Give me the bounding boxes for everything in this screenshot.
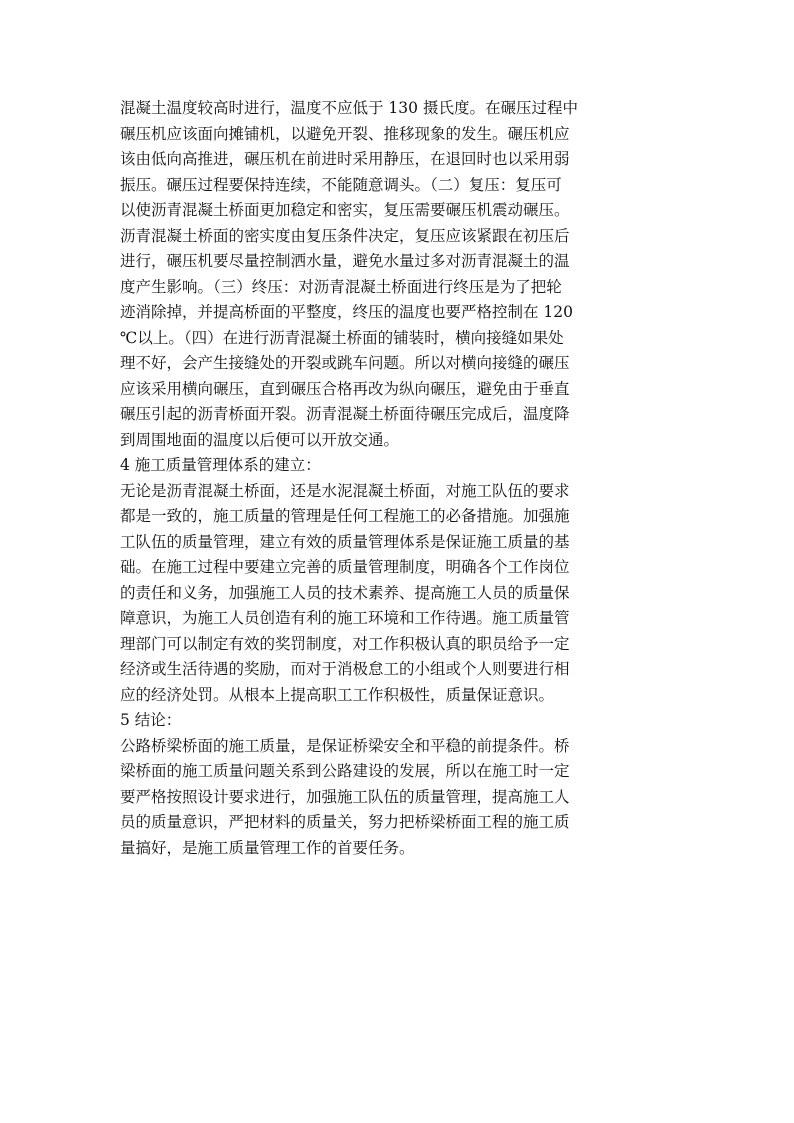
text-line: 该由低向高推进，碾压机在前进时采用静压，在退回时也以采用弱 <box>120 150 570 168</box>
text-line: 理部门可以制定有效的奖罚制度，对工作积极认真的职员给予一定 <box>120 634 570 653</box>
text-line: 梁桥面的施工质量问题关系到公路建设的发展，所以在施工时一定 <box>120 762 570 780</box>
text-line: 沥青混凝土桥面的密实度由复压条件决定，复压应该紧跟在初压后 <box>120 226 570 245</box>
text-line: 碾压引起的沥青桥面开裂。沥青混凝土桥面待碾压完成后，温度降 <box>120 405 570 423</box>
text-line: 到周围地面的温度以后便可以开放交通。 <box>120 430 400 449</box>
text-line: 碾压机应该面向摊铺机，以避免开裂、推移现象的发生。碾压机应 <box>120 124 570 143</box>
body-text <box>120 96 680 861</box>
text-line: 量搞好，是施工质量管理工作的首要任务。 <box>120 838 415 857</box>
text-line: 进行，碾压机要尽量控制洒水量，避免水量过多对沥青混凝土的温 <box>120 252 570 270</box>
text-line: 理不好，会产生接缝处的开裂或跳车问题。所以对横向接缝的碾压 <box>120 354 570 372</box>
text-line: 工队伍的质量管理，建立有效的质量管理体系是保证施工质量的基 <box>120 532 570 551</box>
text-line: 础。在施工过程中要建立完善的质量管理制度，明确各个工作岗位 <box>120 558 570 576</box>
text-line: ℃以上。（四）在进行沥青混凝土桥面的铺装时，横向接缝如果处 <box>120 328 564 347</box>
text-line: 员的质量意识，严把材料的质量关，努力把桥梁桥面工程的施工质 <box>120 813 570 831</box>
text-line: 度产生影响。（三）终压：对沥青混凝土桥面进行终压是为了把轮 <box>120 277 562 296</box>
text-line: 障意识，为施工人员创造有利的施工环境和工作待遇。施工质量管 <box>120 609 570 627</box>
section-heading: 5 结论： <box>120 711 182 729</box>
text-line: 以使沥青混凝土桥面更加稳定和密实，复压需要碾压机震动碾压。 <box>120 201 570 219</box>
text-line: 公路桥梁桥面的施工质量，是保证桥梁安全和平稳的前提条件。桥 <box>120 736 570 755</box>
text-line: 迹消除掉，并提高桥面的平整度，终压的温度也要严格控制在 120 <box>120 303 574 321</box>
text-line: 混凝土温度较高时进行，温度不应低于 130 摄氏度。在碾压过程中 <box>120 99 578 117</box>
text-line: 都是一致的，施工质量的管理是任何工程施工的必备措施。加强施 <box>120 507 570 525</box>
section-heading: 4 施工质量管理体系的建立： <box>120 456 321 474</box>
text-line: 要严格按照设计要求进行，加强施工队伍的质量管理，提高施工人 <box>120 787 570 806</box>
text-line: 无论是沥青混凝土桥面，还是水泥混凝土桥面，对施工队伍的要求 <box>120 481 570 500</box>
text-line: 振压。碾压过程要保持连续，不能随意调头。（二）复压：复压可 <box>120 175 562 194</box>
text-line: 的责任和义务，加强施工人员的技术素养、提高施工人员的质量保 <box>120 583 570 602</box>
text-line: 经济或生活待遇的奖励，而对于消极怠工的小组或个人则要进行相 <box>120 660 570 678</box>
text-line: 应该采用横向碾压，直到碾压合格再改为纵向碾压，避免由于垂直 <box>120 379 570 398</box>
text-line: 应的经济处罚。从根本上提高职工工作积极性，质量保证意识。 <box>120 685 555 704</box>
